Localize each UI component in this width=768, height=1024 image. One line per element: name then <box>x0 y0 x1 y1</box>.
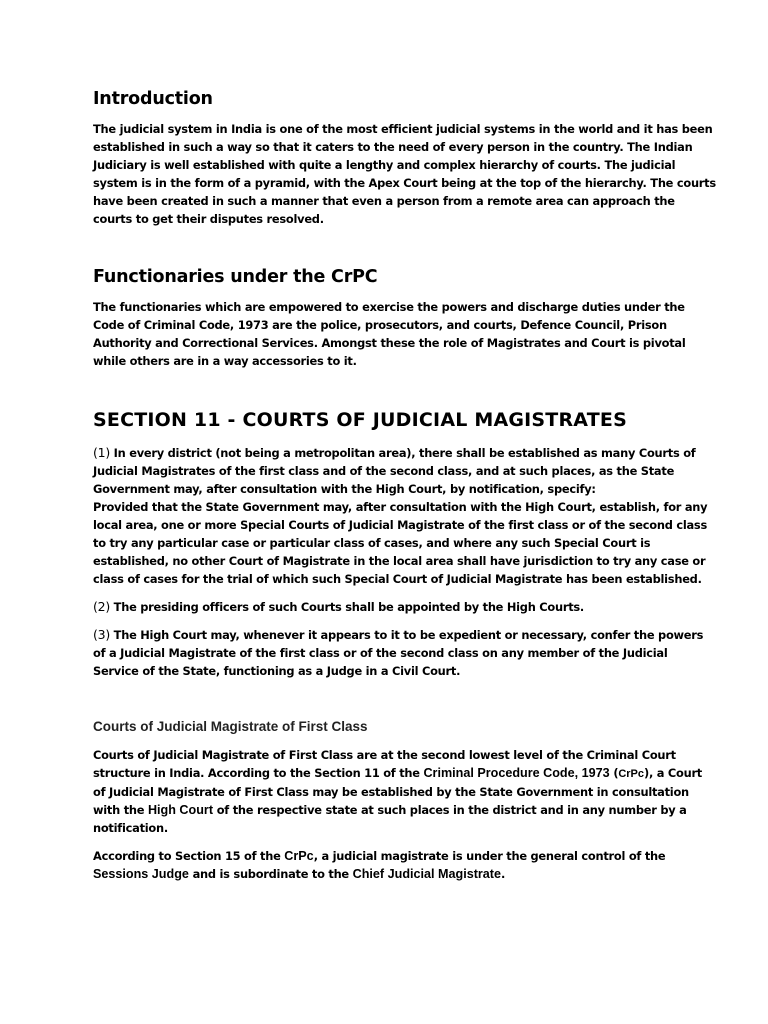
sessions-judge-link[interactable]: Sessions Judge <box>93 867 189 881</box>
clause-2 <box>93 598 716 616</box>
clause-2-text: The presiding officers of such Courts shall be appointed by the High Courts. <box>109 600 585 614</box>
p2-text-b: , a judicial magistrate is under the general control of the <box>313 849 666 863</box>
high-court-link[interactable]: High Court <box>147 803 214 817</box>
p1-text-b: ( <box>609 766 619 780</box>
clause-3 <box>93 626 716 680</box>
section11-heading: SECTION 11 - COURTS OF JUDICIAL MAGISTRATES <box>93 409 627 431</box>
clause-1-text: In every district (not being a metropolitan area), there shall be established as many Courts of Judicial Magistrates of the first class and of the second class, and at such places, as the State Government may, after consultation with the High Court, by notification, specify: <box>93 446 696 496</box>
crpc-link[interactable]: CrPc <box>284 849 314 863</box>
chief-judicial-magistrate-link[interactable]: Chief Judicial Magistrate <box>352 867 502 881</box>
section11-block <box>93 408 716 680</box>
p1-text-c: ), a Court of Judicial Magistrate of First Class may be established by the State Government in consultation with the <box>93 766 703 817</box>
functionaries-heading: Functionaries under the CrPC <box>93 267 378 287</box>
first-class-paragraph-1 <box>93 746 716 837</box>
crpc-abbrev: CrPc <box>618 768 644 780</box>
first-class-section <box>93 718 716 883</box>
clause-3-number: (3) <box>93 627 110 642</box>
p1-text-a: Courts of Judicial Magistrate of First Class are at the second lowest level of the Criminal Court structure in India. According to the Section 11 of the <box>93 748 676 780</box>
first-class-paragraph-2 <box>93 847 716 883</box>
p1-text-d: of the respective state at such places in the district and in any number by a notification. <box>93 803 687 835</box>
clause-3-text: The High Court may, whenever it appears to it to be expedient or necessary, confer the powers of a Judicial Magistrate of the first class or of the second class on any member of the Judicial Service of the State, functioning as a Judge in a Civil Court. <box>93 628 704 678</box>
clause-2-number: (2) <box>93 599 110 614</box>
p2-text-a: According to Section 15 of the <box>93 849 285 863</box>
p2-text-d: . <box>501 867 506 881</box>
clause-1-proviso: Provided that the State Government may, after consultation with the High Court, establish, for any local area, one or more Special Courts of Judicial Magistrate of the first class or of the second class to try any particular case or particular class of cases, and where any such Special Court is established, no other Court of Magistrate in the local area shall have jurisdiction to try any case or class of cases for the trial of which such Special Court of Judicial Magistrate has been established. <box>93 500 708 586</box>
first-class-heading: Courts of Judicial Magistrate of First Class <box>93 719 368 734</box>
clause-1-number: (1) <box>93 445 110 460</box>
functionaries-section <box>93 266 716 370</box>
functionaries-paragraph: The functionaries which are empowered to exercise the powers and discharge duties under the Code of Criminal Code, 1973 are the police, prosecutors, and courts, Defence Council, Prison Authority and Correctional Services. Amongst these the role of Magistrates and Court is pivotal while others are in a way accessories to it. <box>93 300 686 368</box>
clause-1 <box>93 444 716 588</box>
crpc-1973-link[interactable]: Criminal Procedure Code, 1973 <box>423 766 610 780</box>
intro-paragraph: The judicial system in India is one of the most efficient judicial systems in the world and it has been established in such a way so that it caters to the need of every person in the country. The Indian Judiciary is well established with quite a lengthy and complex hierarchy of courts. The judicial system is in the form of a pyramid, with the Apex Court being at the top of the hierarchy. The courts have been created in such a manner that even a person from a remote area can approach the courts to get their disputes resolved. <box>93 122 716 226</box>
p2-text-c: and is subordinate to the <box>188 867 353 881</box>
intro-heading: Introduction <box>93 89 213 109</box>
intro-section <box>93 88 716 228</box>
